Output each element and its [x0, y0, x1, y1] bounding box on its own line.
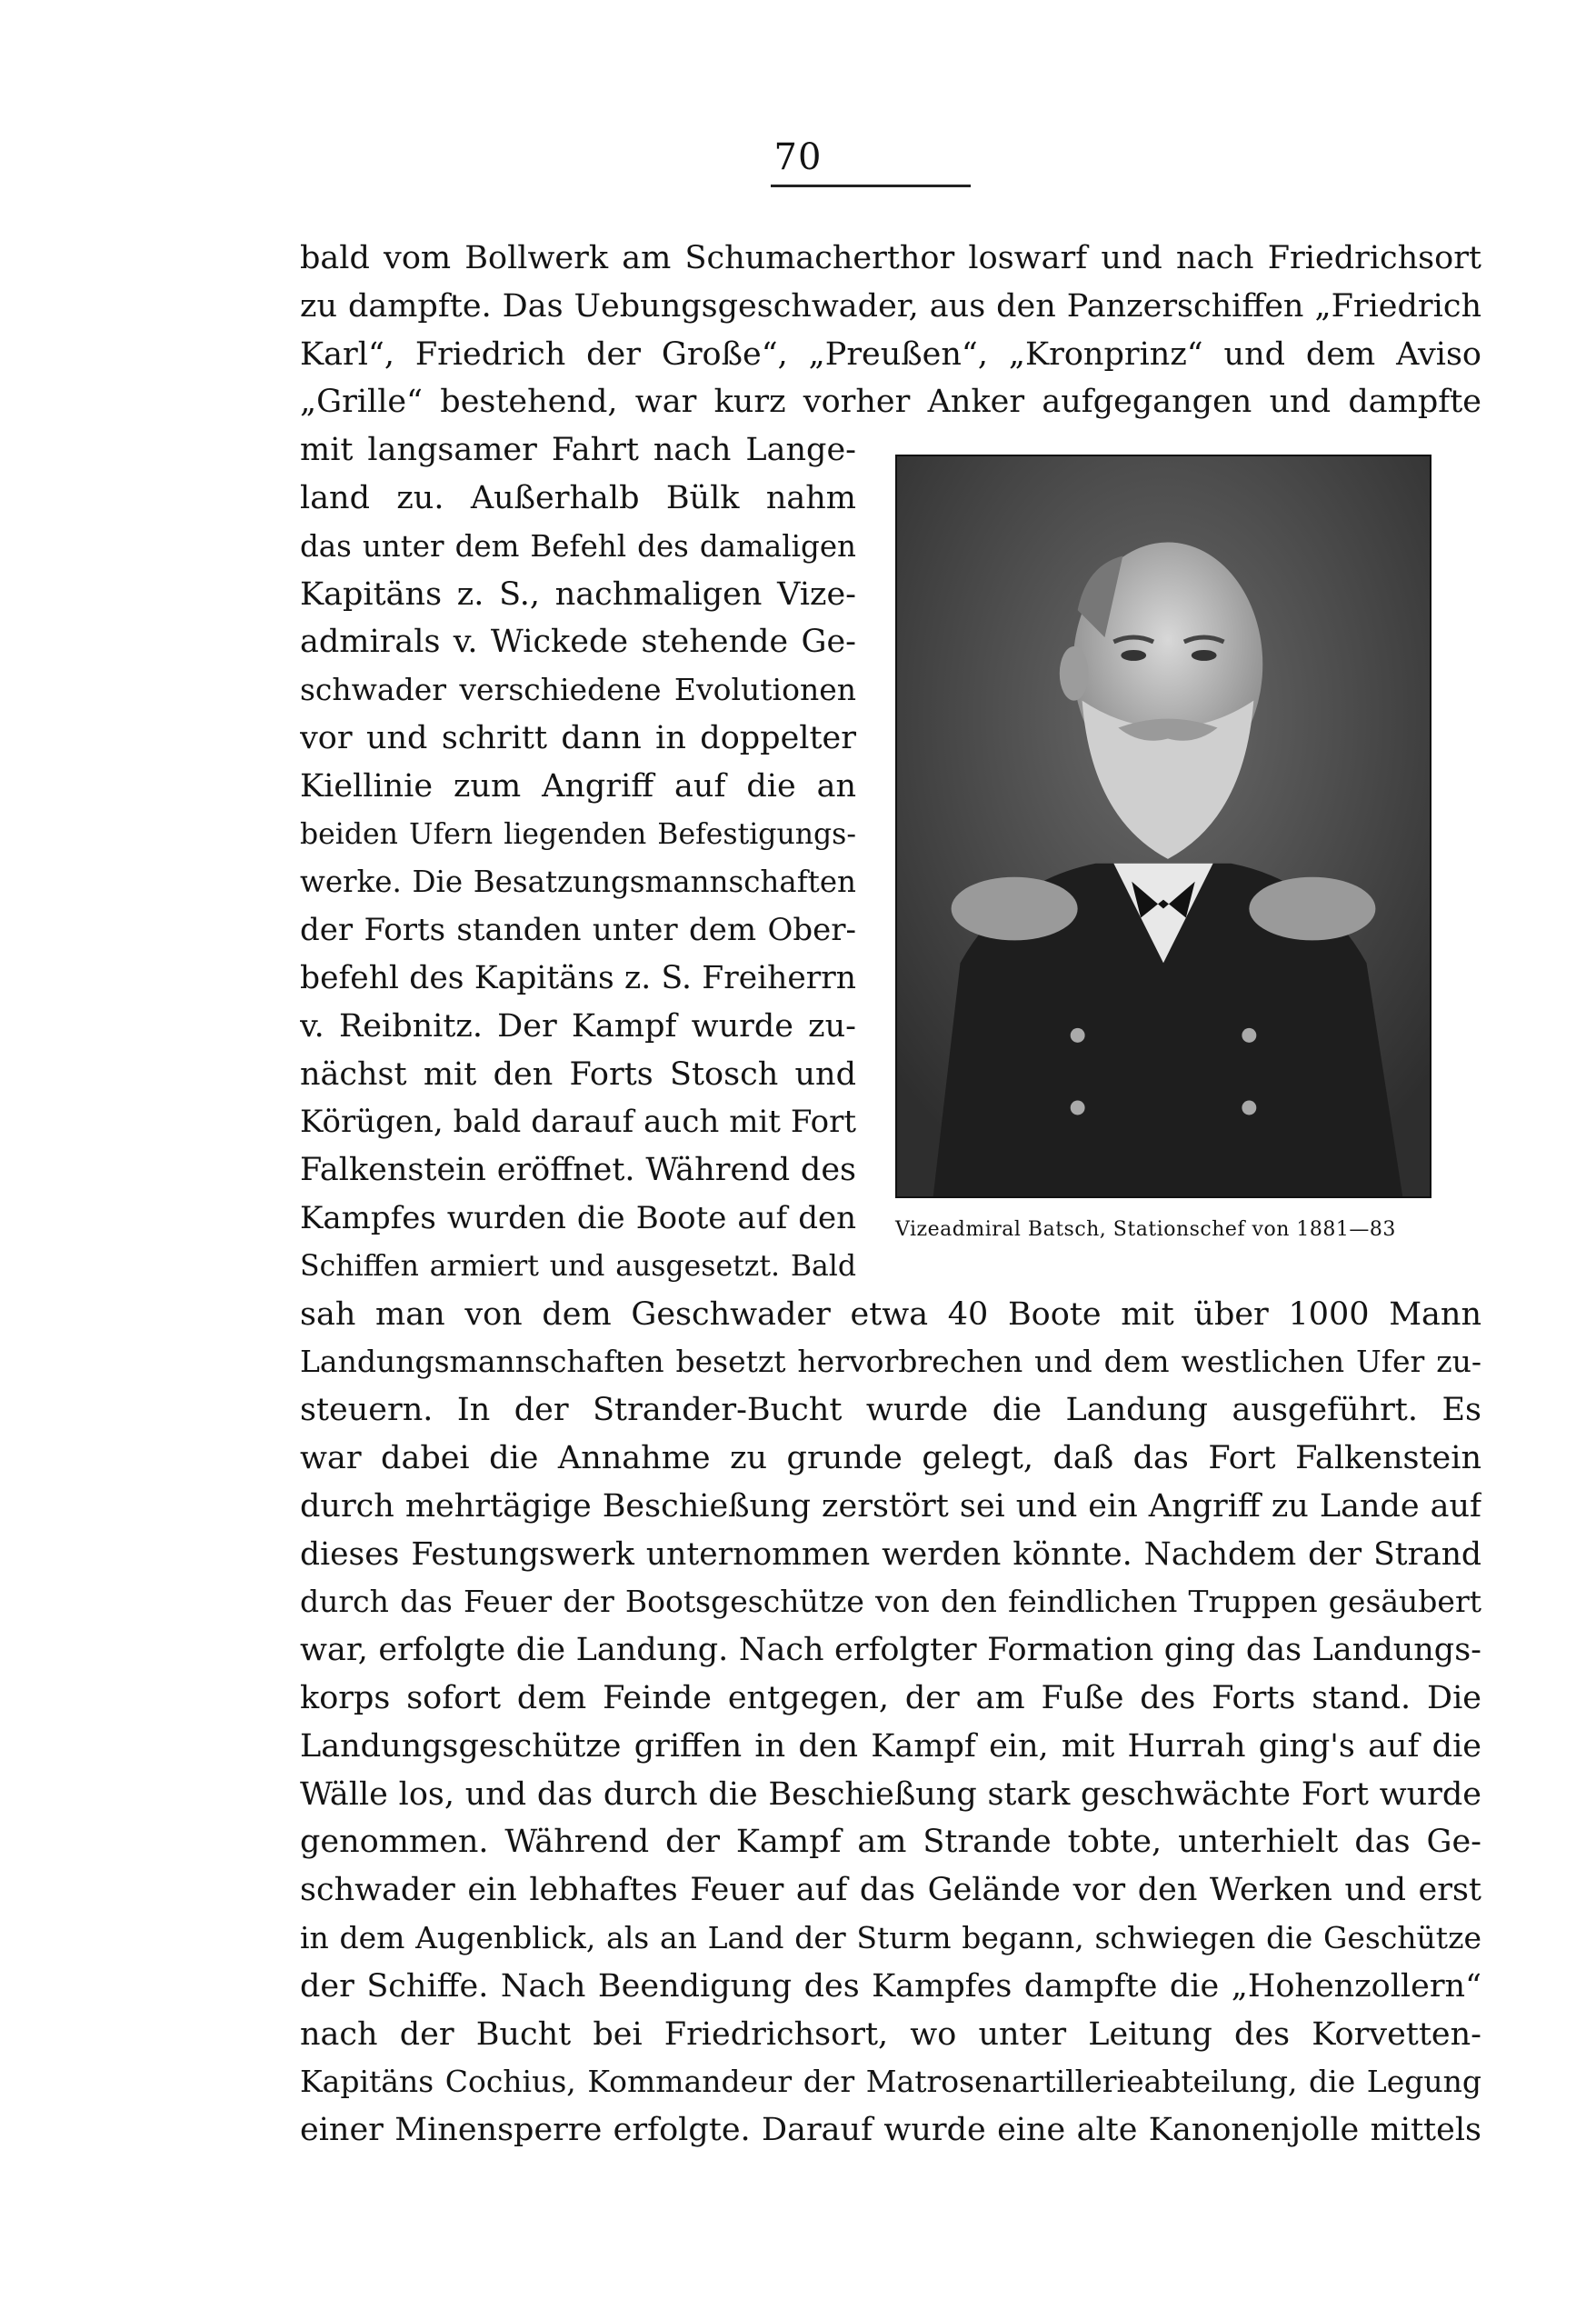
page-number: 70 — [773, 136, 823, 178]
text-line: sah man von dem Geschwader etwa 40 Boote mit über 1000 Mann — [300, 1295, 1481, 1333]
text-line: befehl des Kapitäns z. S. Freiherrn — [300, 960, 856, 996]
text-line: Landungsmannschaften besetzt hervorbrechen und dem westlichen Ufer zu- — [300, 1344, 1481, 1380]
text-line: dieses Festungswerk unternommen werden könnte. Nachdem der Strand — [300, 1535, 1481, 1573]
text-line: einer Minensperre erfolgte. Darauf wurde eine alte Kanonenjolle mittels — [300, 2112, 1481, 2149]
text-line: Wälle los, und das durch die Beschießung stark geschwächte Fort wurde — [300, 1775, 1481, 1813]
text-line: schwader ein lebhaftes Feuer auf das Gelände vor den Werken und erst — [300, 1872, 1481, 1909]
text-line: war, erfolgte die Landung. Nach erfolgter Formation ging das Landungs- — [300, 1632, 1481, 1669]
text-line: schwader verschiedene Evolutionen — [300, 672, 856, 708]
text-line: Körügen, bald darauf auch mit Fort — [300, 1104, 856, 1141]
text-line: in dem Augenblick, als an Land der Sturm begann, schwiegen die Geschütze — [300, 1920, 1481, 1955]
text-line: zu dampfte. Das Uebungsgeschwader, aus den Panzerschiffen „Friedrich — [300, 287, 1481, 325]
portrait-photo — [895, 455, 1431, 1198]
text-line: Kapitäns Cochius, Kommandeur der Matrosenartillerieabteilung, die Legung — [300, 2064, 1481, 2100]
text-line: land zu. Außerhalb Bülk nahm — [300, 480, 856, 516]
text-line: Kampfes wurden die Boote auf den — [300, 1200, 856, 1236]
text-line: Falkenstein eröffnet. Während des — [300, 1152, 856, 1189]
text-line: nächst mit den Forts Stosch und — [300, 1055, 856, 1093]
text-line: genommen. Während der Kampf am Strande tobte, unterhielt das Ge- — [300, 1824, 1481, 1861]
text-line: durch das Feuer der Bootsgeschütze von den feindlichen Truppen gesäubert — [300, 1584, 1481, 1620]
text-line: steuern. In der Strander-Bucht wurde die Landung ausgeführt. Es — [300, 1392, 1481, 1429]
text-line: der Forts standen unter dem Ober- — [300, 912, 856, 949]
text-line: Schiffen armiert und ausgesetzt. Bald — [300, 1249, 856, 1283]
text-line: vor und schritt dann in doppelter — [300, 720, 856, 756]
text-line: war dabei die Annahme zu grunde gelegt, daß das Fort Falkenstein — [300, 1440, 1481, 1476]
text-line: bald vom Bollwerk am Schumacherthor loswarf und nach Friedrichsort — [300, 240, 1481, 276]
text-line: nach der Bucht bei Friedrichsort, wo unter Leitung des Korvetten- — [300, 2015, 1481, 2053]
portrait-caption: Vizeadmiral Batsch, Stationschef von 1881—83 — [895, 1218, 1396, 1241]
text-line: Kiellinie zum Angriff auf die an — [300, 767, 856, 805]
text-line: Kapitäns z. S., nachmaligen Vize- — [300, 575, 856, 613]
text-line: durch mehrtägige Beschießung zerstört sei und ein Angriff zu Lande auf — [300, 1487, 1481, 1525]
text-line: der Schiffe. Nach Beendigung des Kampfes dampfte die „Hohenzollern“ — [300, 1967, 1481, 2005]
text-line: werke. Die Besatzungsmannschaften — [300, 865, 856, 900]
portrait-illustration — [897, 456, 1430, 1196]
text-line: das unter dem Befehl des damaligen — [300, 528, 856, 564]
text-line: beiden Ufern liegenden Befestigungs- — [300, 817, 856, 851]
text-line: Karl“, Friedrich der Große“, „Preußen“, „Kronprinz“ und dem Aviso — [300, 335, 1481, 373]
text-line: „Grille“ bestehend, war kurz vorher Anker aufgegangen und dampfte — [300, 384, 1481, 421]
text-line: Landungsgeschütze griffen in den Kampf ein, mit Hurrah ging's auf die — [300, 1727, 1481, 1765]
text-line: admirals v. Wickede stehende Ge- — [300, 624, 856, 661]
text-line: v. Reibnitz. Der Kampf wurde zu- — [300, 1007, 856, 1045]
text-line: mit langsamer Fahrt nach Lange- — [300, 432, 856, 469]
header-rule — [771, 185, 971, 187]
text-line: korps sofort dem Feinde entgegen, der am Fuße des Forts stand. Die — [300, 1680, 1481, 1716]
